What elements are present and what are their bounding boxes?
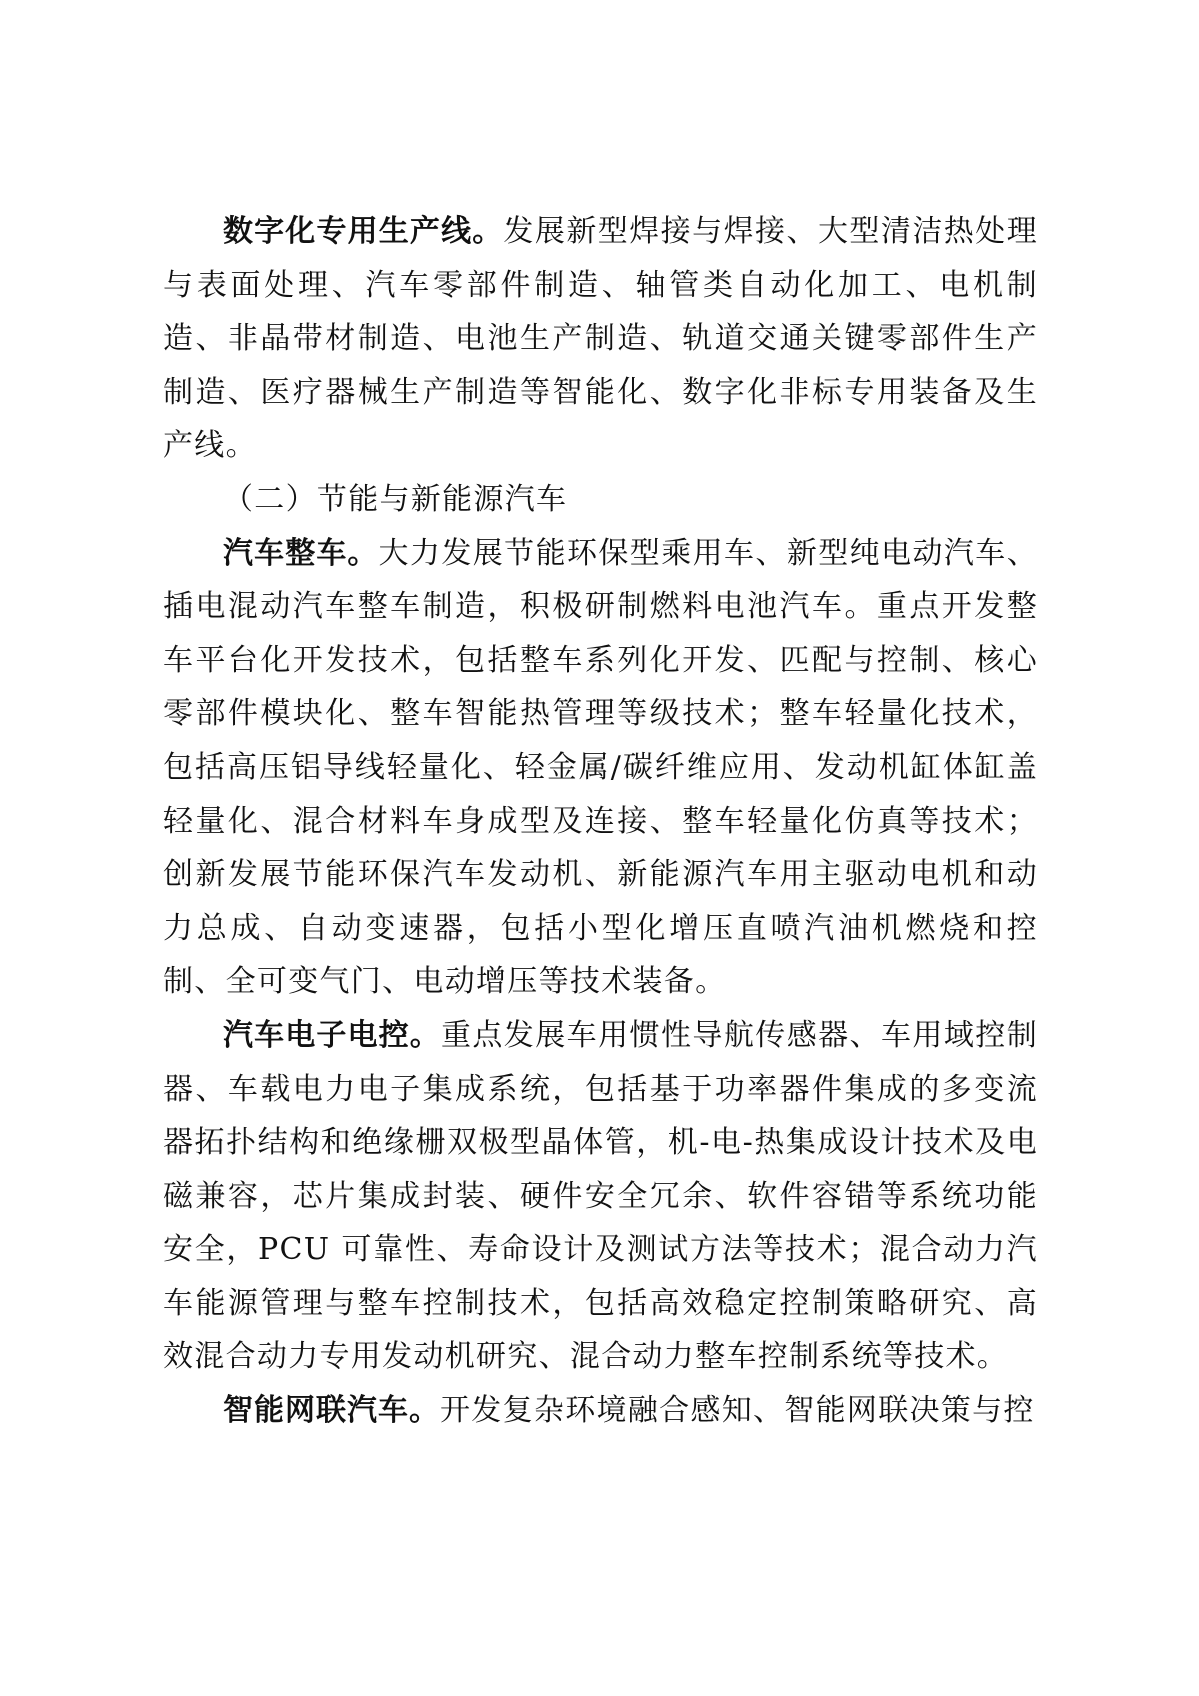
paragraph-text: 开发复杂环境融合感知、智能网联决策与控 xyxy=(440,1393,1035,1429)
paragraph-lead: 数字化专用生产线。 xyxy=(223,214,504,249)
paragraph-lead: 汽车整车。 xyxy=(223,535,379,571)
paragraph-digital-production-line xyxy=(163,205,1038,473)
paragraph-connected-vehicle xyxy=(163,1384,1038,1438)
paragraph-vehicle-electronics xyxy=(163,1009,1038,1384)
paragraph-text: 发展新型焊接与焊接、大型清洁热处理与表面处理、汽车零部件制造、轴管类自动化加工、电机制造、非晶带材制造、电池生产制造、轨道交通关键零部件生产制造、医疗器械生产制造等智能化、数字化非标专用装备及生产线。 xyxy=(163,214,1038,464)
paragraph-text: 重点发展车用惯性导航传感器、车用域控制器、车载电力电子集成系统，包括基于功率器件集成的多变流器拓扑结构和绝缘栅双极型晶体管，机-电-热集成设计技术及电磁兼容，芯片集成封装、硬件安全冗余、软件容错等系统功能安全，PCU 可靠性、寿命设计及测试方法等技术；混合动力汽车能源管理与整车控制技术，包括高效稳定控制策略研究、高效混合动力专用发动机研究、混合动力整车控制系统等技术。 xyxy=(163,1017,1039,1375)
section-heading-energy-vehicles xyxy=(163,473,1038,527)
document-body xyxy=(163,205,1038,1438)
paragraph-complete-vehicle xyxy=(163,527,1038,1009)
section-heading-text: （二）节能与新能源汽车 xyxy=(223,481,568,517)
paragraph-lead: 汽车电子电控。 xyxy=(223,1017,441,1053)
paragraph-text: 大力发展节能环保型乘用车、新型纯电动汽车、插电混动汽车整车制造，积极研制燃料电池汽车。重点开发整车平台化开发技术，包括整车系列化开发、匹配与控制、核心零部件模块化、整车智能热管理等级技术；整车轻量化技术，包括高压铝导线轻量化、轻金属/碳纤维应用、发动机缸体缸盖轻量化、混合材料车身成型及连接、整车轻量化仿真等技术；创新发展节能环保汽车发动机、新能源汽车用主驱动电机和动力总成、自动变速器，包括小型化增压直喷汽油机燃烧和控制、全可变气门、电动增压等技术装备。 xyxy=(163,535,1038,1000)
paragraph-lead: 智能网联汽车。 xyxy=(223,1393,440,1429)
